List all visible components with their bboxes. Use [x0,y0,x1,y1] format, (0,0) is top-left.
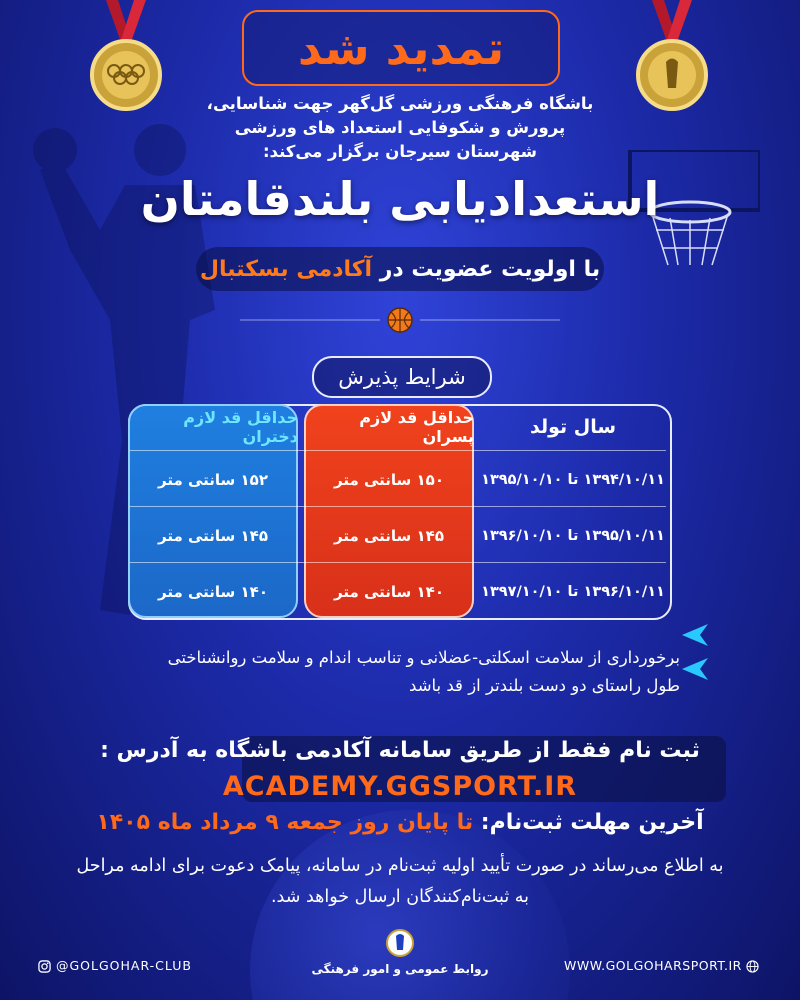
instagram-icon [38,960,51,973]
footer-public-relations: روابط عمومی و امور فرهنگی [311,962,489,976]
headline: استعدادیابی بلندقامتان [140,172,660,226]
website-url: WWW.GOLGOHARSPORT.IR [564,958,742,973]
table-cell-boys: ۱۴۰ سانتی متر [334,583,444,601]
table-cell-birth-year: ۱۳۹۵/۱۰/۱۱ تا ۱۳۹۶/۱۰/۱۰ [481,528,665,544]
table-divider [130,450,666,451]
deadline [40,810,760,835]
club-logo-icon [385,928,415,958]
intro-line: پرورش و شکوفایی استعداد های ورزشی [234,118,566,137]
table-cell-boys: ۱۴۵ سانتی متر [334,527,444,545]
notice-line: به ثبت‌نام‌کنندگان ارسال خواهد شد. [270,887,530,907]
subline [196,247,604,291]
globe-icon [746,960,759,973]
notice-text [60,851,740,913]
intro-line: شهرستان سیرجان برگزار می‌کند: [262,142,538,161]
header-boys-height: حداقل قد لازم پسران [359,408,474,446]
intro-text [200,92,600,164]
club-medal-icon [632,0,712,115]
table-cell-birth-year: ۱۳۹۶/۱۰/۱۱ تا ۱۳۹۷/۱۰/۱۰ [481,584,665,600]
olympic-medal-icon [86,0,166,115]
table-cell-girls: ۱۴۵ سانتی متر [158,527,268,545]
bullet-arrow-icon [682,658,708,680]
registration-url-link[interactable]: ACADEMY.GGSPORT.IR [222,771,578,802]
instagram-handle: @GOLGOHAR-CLUB [55,958,192,973]
header-girls-height: حداقل قد لازم دختران [183,408,298,446]
footer-instagram[interactable] [38,958,192,973]
extended-title: تمدید شد [297,21,505,75]
subline-accent: آکادمی بسکتبال [199,256,373,282]
table-cell-girls: ۱۵۲ سانتی متر [158,471,268,489]
registration-line: ثبت نام فقط از طریق سامانه آکادمی باشگاه به آدرس : [100,738,700,763]
bullet-arm-span: طول راستای دو دست بلندتر از قد باشد [409,676,680,695]
bullet-health: برخورداری از سلامت اسکلتی-عضلانی و تناسب اندام و سلامت روانشناختی [167,648,680,667]
basketball-divider-icon [240,306,560,334]
table-cell-birth-year: ۱۳۹۴/۱۰/۱۱ تا ۱۳۹۵/۱۰/۱۰ [481,472,665,488]
deadline-value: تا پایان روز جمعه ۹ مرداد ماه ۱۴۰۵ [96,810,474,835]
title-box [242,10,560,86]
bullet-arrow-icon [682,624,708,646]
table-cell-girls: ۱۴۰ سانتی متر [158,583,268,601]
intro-line: باشگاه فرهنگی ورزشی گل‌گهر جهت شناسایی، [206,94,594,113]
conditions-label: شرایط پذیرش [312,356,492,398]
notice-line: به اطلاع می‌رساند در صورت تأیید اولیه ثبت‌نام در سامانه، پیامک دعوت برای ادامه مراحل [76,856,724,876]
header-birth-year: سال تولد [529,416,617,438]
table-cell-boys: ۱۵۰ سانتی متر [334,471,444,489]
subline-prefix: با اولویت عضویت در [379,256,601,282]
footer-website[interactable] [564,958,759,973]
deadline-prefix: آخرین مهلت ثبت‌نام: [480,810,704,835]
